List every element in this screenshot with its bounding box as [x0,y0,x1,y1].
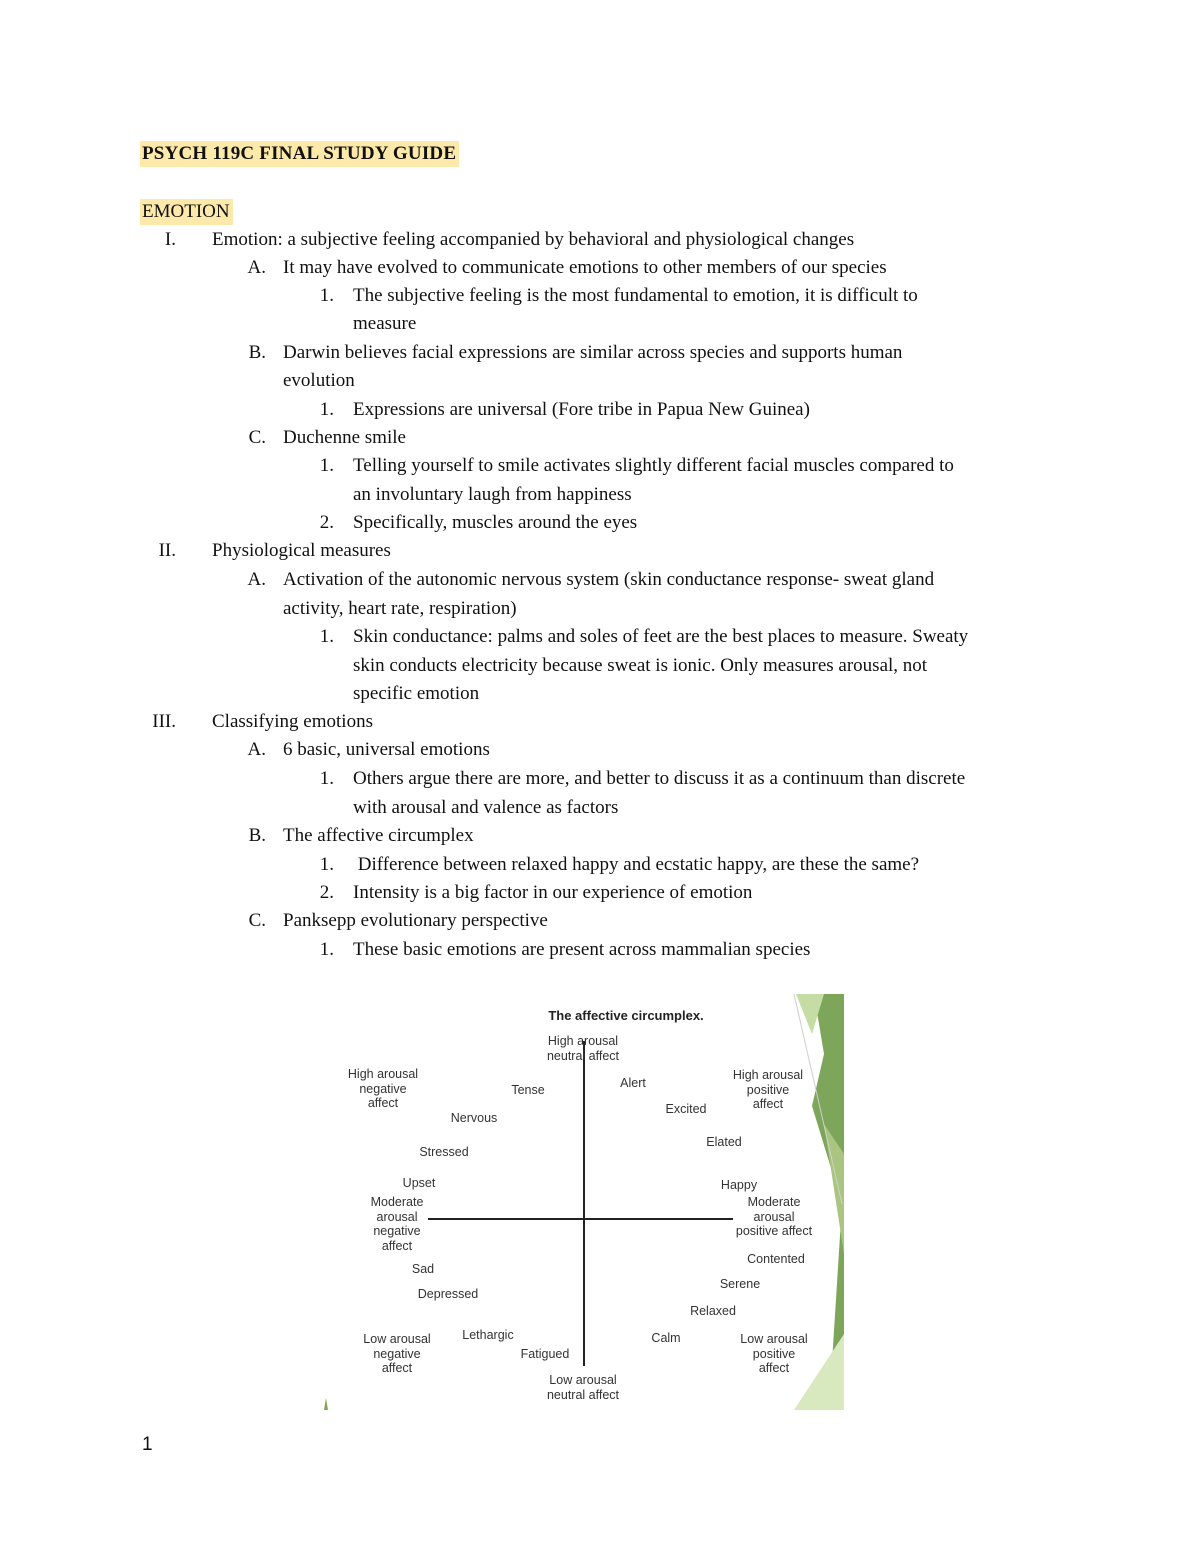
valence-axis [428,1218,733,1220]
label-low-arousal-positive: Low arousal positive affect [740,1332,808,1375]
document-title: PSYCH 119C FINAL STUDY GUIDE [140,141,459,167]
figure-title: The affective circumplex. [548,1008,704,1023]
label-serene: Serene [719,1277,761,1291]
label-moderate-arousal-negative: Moderate arousal negative affect [370,1195,424,1253]
label-moderate-arousal-positive: Moderate arousal positive affect [735,1195,813,1238]
label-upset: Upset [402,1176,436,1190]
label-fatigued: Fatigued [520,1347,570,1361]
label-tense: Tense [511,1083,545,1097]
label-low-arousal-neutral: Low arousal neutral affect [546,1373,620,1402]
affective-circumplex-figure [324,994,844,1410]
label-lethargic: Lethargic [462,1328,514,1342]
label-contented: Contented [747,1252,805,1266]
page-number: 1 [142,1434,153,1455]
label-stressed: Stressed [419,1145,469,1159]
label-low-arousal-negative: Low arousal negative affect [363,1332,431,1375]
label-happy: Happy [720,1178,758,1192]
label-sad: Sad [411,1262,435,1276]
label-depressed: Depressed [417,1287,479,1301]
arousal-axis [583,1041,585,1366]
label-relaxed: Relaxed [690,1304,736,1318]
label-calm: Calm [651,1331,681,1345]
section-heading: EMOTION [140,199,233,225]
label-high-arousal-positive: High arousal positive affect [732,1068,804,1111]
document-page: PSYCH 119C FINAL STUDY GUIDE EMOTION I. Emotion: a subjective feeling accompanied by behavioral and physiological changes A. It may have evolved to communicate emotions to other members of our species 1. The subjective feeling is the most fundamental to emotion, it is difficult to measure B. Darwin believes facial expressions are similar across species and supports human evolution 1. Expressions are universal (Fore tribe in Papua New Guinea) C. Duchenne smile 1. Telling yourself to smile activates slightly different facial muscles compared to an involuntary laugh from happiness 2. Specifically, muscles around the eyes II. Physiological measures A. Activation of the autonomic nervous system (skin conductance response- sweat gland activity, heart rate, respiration) 1. Skin conductance: palms and soles of feet are the best places to measure. Sweaty skin conducts electricity because sweat is ionic. Only measures arousal, not specific emotion III. Classifying emotions A. 6 basic, universal emotions 1. Others argue there are more, and better to discuss it as a continuum than discrete with arousal and valence as factors B. The affective circumplex 1. Difference between relaxed happy and ecstatic happy, are these the same? 2. Intensity is a big factor in our experience of emotion C. Panksepp evolutionary perspective 1. These basic emotions are present across mammalian species The affective circumplex. High arousal neutral affect High arousal negative affect High arousal positive affect Tense Alert Nervous Excited Stressed Elated Upset Happy Moderate arousal negative affect Moderate arousal positive affect Contented Sad Serene Depressed Relaxed Low arousal negative affect Lethargic Fatigued Calm Low arousal positive affect Low arousal neutral affect 1 [142,143,969,1455]
label-elated: Elated [706,1135,742,1149]
label-alert: Alert [620,1076,646,1090]
label-high-arousal-negative: High arousal negative affect [347,1067,419,1110]
label-high-arousal-neutral: High arousal neutral affect [546,1034,620,1063]
label-excited: Excited [665,1102,707,1116]
label-nervous: Nervous [450,1111,498,1125]
